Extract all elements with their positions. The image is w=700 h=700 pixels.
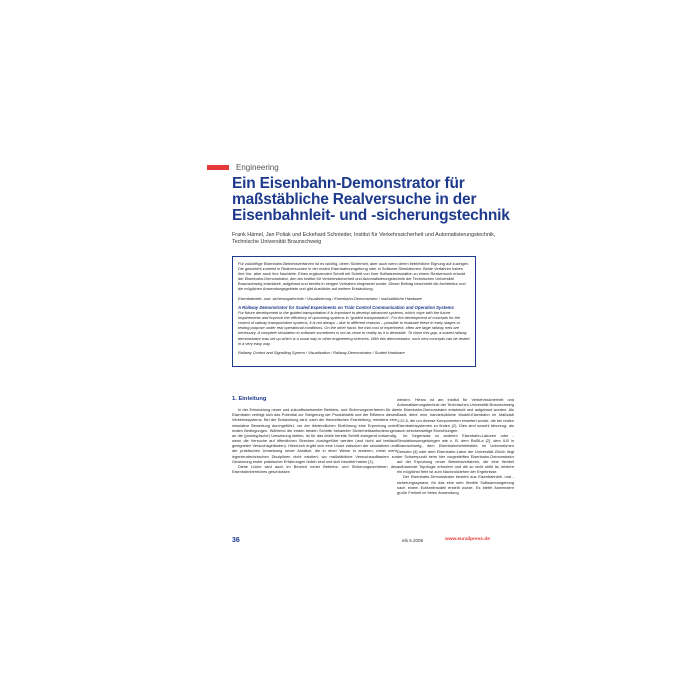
- section-heading: 1. Einleitung: [232, 396, 267, 402]
- abstract-english: For future development in the guided transportation it is important to develop advanced systems, which cope with the future requirements and improve the efficiency of upcoming systems in "guided transportation". For the development of concepts for the control of railway transportation systems, it is not always – due to different reasons – possible to evaluate these in early stages or testing purpose under real operational conditions. On the other hand, the trial cost of experiment, often are large railway nets are necessary. A complete simulation in software sometimes is not as close to reality as it is desirable. To close this gap, a scaled railway demonstrator was set up which is a usual way in other engineering sciences. With this demonstrator, such new concepts can be tested in a very easy way.: [238, 310, 470, 346]
- body-column-right: [397, 397, 514, 495]
- body-paragraph: Im Gegensatz zu anderen Eisenbahn-Laboren oder -Simulationsumgebungen wie z. B. dem RaSiLa [2], dem ILB in Braunschweig, dem Eisenbahnbetriebsfeld im Unternehmen Dresden [4] oder dem Eisenbahn-Labor der Universität Zürich liegt der Schwerpunkt beim hier vorgestellten Eisenbahn-Demonstrator auf der Erprobung neuer Betriebsverfahren, die eine flexibel aufbauende Topologie erfordern und die so nicht strikt ist, letztere ein möglichst freie ist zum Nachvollziehen der Ergebnisse.: [397, 433, 514, 475]
- keywords-english: Railway Control and Signalling System / Visualisation / Railway-Demonstrator / Scaled Hardware: [238, 349, 405, 355]
- body-paragraph: Der Eisenbahn-Demonstrator besteht aus Eisenbahnleit- und -sicherungssystem, für das eine sehr flexible Softwareumgebung nach einem Echtzeitmodell erstellt wurde. Es bietet Anwendern große Freiheit im freien Anwendung: [397, 474, 514, 495]
- section-tag: [207, 163, 279, 172]
- body-paragraph: Diese Lücke wird auch im Bereich neuer Betriebs- und Sicherungsverfahren des Eisenbahnbereiches geschlossen: [232, 463, 397, 475]
- page-number: 36: [232, 537, 240, 544]
- abstract-english-title: A Railway Demonstrator for Scaled Experiments on Train Control Communication and Operation Systems: [238, 304, 454, 310]
- journal-issue: eib 6.2008: [402, 538, 424, 543]
- abstract-box: [232, 256, 476, 367]
- body-paragraph: werden. Hierzu ist am Institut für Verkehrssicherheit und Automatisierungstechnik der Technischen Universität Braunschweig ein Eisenbahn-Demonstrator entwickelt und aufgebaut worden. Als Basis dient eine handelsübliche Modell-Eisenbahn im Maßstab 1:22,5, die um diverse Komponenten erweitert wurde, die bei realen Eisenbahnsystemen zu finden (2). Dies sind sowohl fahrzeug- als auch streckenseitige Einrichtungen.: [397, 397, 514, 433]
- body-paragraph: In der Entwicklung neuer und zukunftsweisender Betriebs- und Sicherungsverfahren für die Eisenbahn verfolgt sich das Potential zur Steigerung der Produktivität und der Effizienz dieses Verkehrssystems. Bei der Entwicklung wird, nach der theoretischen Erarbeitung, meistens eine simulative Bewertung durchgeführt, vor der letztendlichen Einführung eine Erprobung unter realen Bedingungen. Während die ersten beiden Schritte bekannter Sicherheitsanforderungen an die (prototypische) Umsetzung stellen, ist für das letzte bereits Schritt zwingend notwendig, wenn die Versuche auf öffentlichen Strecken durchgeführt werden (und nicht auf testfach geeigneten Versuchsgeländen). Hierdurch ergibt sich eine Lücke zwischen der simulativen und der praktischen Umsetzung neuer Ansätze, die in einer Weise in anderen, meist mehr ingenieurtechnischen Disziplinen nicht existiert, wo maßstäbliche Versuchsaufbauten zur Gewinnung erster praktischer Erfahrungen üblich sind und sich bewährt haben [1].: [232, 407, 397, 464]
- publisher-website-link[interactable]: www.eurailpress.de: [445, 537, 490, 542]
- abstract-german: Für zukünftige Eisenbahn-Betriebsverfahren ist es wichtig, deren Sicherheit, aber auch wenn deren betriebliche Eignung auf zuzeigen. Die geschieht zumeist in Realversuchen in der realen Eisenbahnumgebung oder in Software-Simulationen. Beide Verfahren haben ihre Vor- aber auch ihre Nachteile. Einen ergänzenden Schritt mit Schritt von ihrer Softwaresimulation zu einem Realversuch erlaubt der Eisenbahn-Demonstrator, den am Institut für Verkehrssicherheit und Automatisierungstechnik der Technischen Universität Braunschweig entwickelt, aufgebaut und bereits in einigen Vorhaben eingesetzt wurde. Dieser Beitrag beschreibt die Architektur und die möglichen Anwendungsgebiete und gibt Ausblicke auf weitere Entwicklung.: [238, 261, 470, 292]
- body-column-left: [232, 397, 397, 474]
- article-authors: Frank Hämel, Jan Poliak und Eckehard Schnieder, Institut für Verkehrssicherheit und Automatisierungstechnik, Technische Universität Braunschweig: [232, 232, 496, 245]
- article-title: Ein Eisenbahn-Demonstrator für maßstäbliche Realversuche in der Eisenbahnleit- und -sicherungstechnik: [232, 175, 510, 224]
- section-marker-bar: [207, 165, 229, 170]
- keywords-german: Eisenbahnleit- und -sicherungstechnik / Visualisierung / Eisenbahn-Demonstrator / maßstäbliche Hardware: [238, 295, 422, 301]
- section-label: Engineering: [236, 163, 279, 172]
